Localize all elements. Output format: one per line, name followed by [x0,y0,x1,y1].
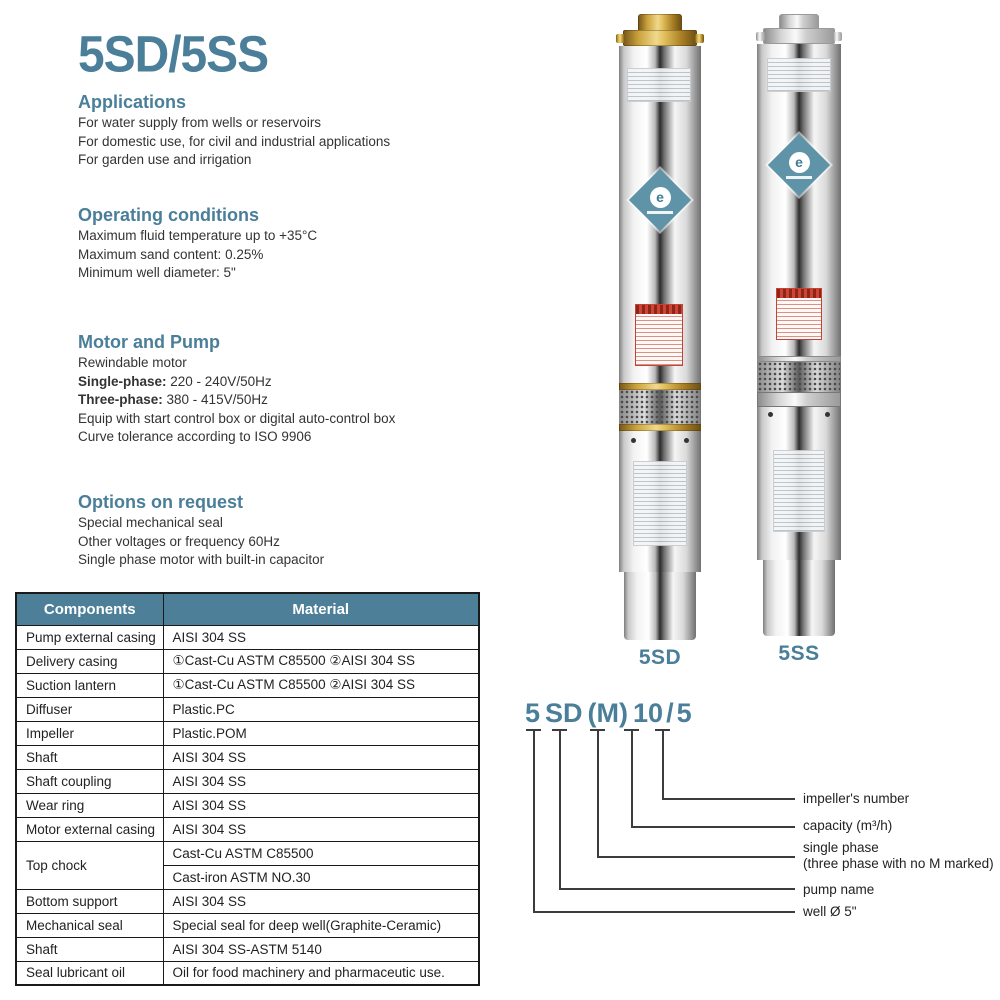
column-header-components: Components [16,593,163,625]
table-row [16,937,479,961]
cable-clamp [757,392,841,407]
callout-line-capacity [631,826,795,828]
applications-heading: Applications [78,92,187,112]
pump-caption-5sd: 5SD [638,646,682,669]
pump-image-5sd [617,14,703,674]
table-row [16,697,479,721]
material-cell: AISI 304 SS [163,889,479,913]
callout-line-impellers [662,798,795,800]
three-phase-label: Three-phase: [78,392,163,407]
model-code-slash: / [666,698,674,728]
options-line: Special mechanical seal [78,515,223,530]
table-row [16,817,479,841]
material-cell: AISI 304 SS [163,745,479,769]
material-cell: AISI 304 SS [163,793,479,817]
motor-line: Rewindable motor [78,355,187,370]
table-row [16,889,479,913]
material-cell: AISI 304 SS [163,769,479,793]
column-header-material: Material [163,593,479,625]
model-code-well-size: 5 [525,698,541,728]
flange-ear [695,34,704,43]
callout-line-phase [597,856,795,858]
motor-and-pump-text [78,354,395,447]
pump-body [619,46,701,572]
options-line: Other voltages or frequency 60Hz [78,533,280,549]
bolt-dot [825,412,830,417]
pump-bottom-section [763,560,835,636]
model-code [525,698,692,729]
applications-line: For domestic use, for civil and industrial applications [78,133,391,149]
material-cell: AISI 304 SS-ASTM 5140 [163,937,479,961]
bolt-dot [768,412,773,417]
component-cell: Shaft coupling [16,769,163,793]
callout-line-pump-name [559,731,561,888]
flange-ear [833,32,842,41]
bolt-dot [684,438,689,443]
three-phase-value: 380 - 415V/50Hz [162,392,268,407]
component-cell: Shaft [16,937,163,961]
flange-ear [756,32,765,41]
label-capacity: capacity (m³/h) [803,818,893,833]
bolt-dot [631,438,636,443]
applications-line: For water supply from wells or reservoirs [78,115,322,130]
pump-bottom-section [624,572,696,640]
label-single-phase [803,840,994,872]
table-row [16,673,479,697]
callout-line-pump-name [559,888,795,890]
applications-text [78,114,390,170]
component-cell: Top chock [16,841,163,889]
label-pump-name: pump name [803,882,875,897]
material-cell: ①Cast-Cu ASTM C85500 ②AISI 304 SS [163,673,479,697]
pump-top-flange [623,30,697,46]
table-row [16,841,479,865]
component-cell: Mechanical seal [16,913,163,937]
material-cell: AISI 304 SS [163,817,479,841]
material-cell: Cast-Cu ASTM C85500 [163,841,479,865]
options-heading: Options on request [78,492,244,512]
nameplate-label [627,68,691,102]
motor-spec-plate [773,450,825,532]
material-cell: Oil for food machinery and pharmaceutic use. [163,961,479,985]
brass-ring [619,424,701,431]
operating-conditions-heading: Operating conditions [78,205,260,225]
single-phase-value: 220 - 240V/50Hz [166,373,272,389]
model-code-pump-name: SD [545,698,583,728]
warning-label [776,288,822,340]
single-phase-label: Single-phase: [78,373,167,389]
motor-spec-plate [633,461,687,546]
operating-line: Minimum well diameter: 5" [78,265,236,280]
component-cell: Motor external casing [16,817,163,841]
table-row [16,961,479,985]
warning-label [635,304,683,366]
brand-logo-icon: e [650,187,671,208]
table-row [16,745,479,769]
motor-line-single-phase [78,373,395,392]
material-cell: Plastic.POM [163,721,479,745]
nameplate-label [767,58,831,92]
table-row [16,793,479,817]
warning-label-header [636,305,682,314]
callout-line-phase [597,731,599,856]
component-cell: Delivery casing [16,649,163,673]
label-well-diameter: well Ø 5" [803,904,857,919]
pump-body [757,44,841,560]
component-cell: Suction lantern [16,673,163,697]
page-title: 5SD/5SS [78,25,269,83]
brand-logo-text-bar [647,211,673,214]
motor-and-pump-heading: Motor and Pump [78,332,220,352]
pump-image-5ss [755,14,843,674]
operating-line: Maximum sand content: 0.25% [78,246,264,262]
warning-label-header [777,289,821,298]
model-code-impellers: 5 [676,698,692,728]
operating-line: Maximum fluid temperature up to +35°C [78,228,318,243]
applications-line: For garden use and irrigation [78,152,252,167]
component-cell: Diffuser [16,697,163,721]
motor-line-three-phase [78,391,395,410]
brass-ring [619,383,701,390]
material-cell: Plastic.PC [163,697,479,721]
component-cell: Seal lubricant oil [16,961,163,985]
strainer-band [758,362,840,392]
table-row [16,625,479,649]
material-cell: ①Cast-Cu ASTM C85500 ②AISI 304 SS [163,649,479,673]
component-cell: Pump external casing [16,625,163,649]
callout-line-impellers [662,731,664,798]
motor-line: Equip with start control box or digital auto-control box [78,410,396,426]
components-material-table [15,592,480,986]
component-cell: Wear ring [16,793,163,817]
callout-line-capacity [631,731,633,826]
options-text [78,514,324,570]
motor-line: Curve tolerance according to ISO 9906 [78,429,312,444]
material-cell: Cast-iron ASTM NO.30 [163,865,479,889]
component-cell: Impeller [16,721,163,745]
model-code-capacity: 10 [633,698,664,728]
operating-conditions-text [78,227,317,283]
callout-line-well [533,911,795,913]
table-header-row [16,593,479,625]
table-row [16,769,479,793]
callout-line-well [533,731,535,911]
brand-logo-text-bar [786,176,812,179]
options-line: Single phase motor with built-in capacitor [78,552,325,567]
material-cell: AISI 304 SS [163,625,479,649]
component-cell: Shaft [16,745,163,769]
component-cell: Bottom support [16,889,163,913]
model-code-phase: (M) [587,698,629,728]
table-row [16,649,479,673]
label-single-phase-line2: (three phase with no M marked) [803,856,994,871]
pump-caption-5ss: 5SS [778,642,820,665]
brand-diamond-logo [629,169,691,231]
pump-top-flange [763,28,835,44]
table-row [16,913,479,937]
flange-ear [616,34,625,43]
strainer-band [620,390,700,424]
label-single-phase-line1: single phase [803,840,879,855]
brand-logo-icon: e [789,152,810,173]
label-impellers-number: impeller's number [803,791,910,806]
table-row [16,721,479,745]
brand-diamond-logo [768,134,830,196]
material-cell: Special seal for deep well(Graphite-Ceramic) [163,913,479,937]
